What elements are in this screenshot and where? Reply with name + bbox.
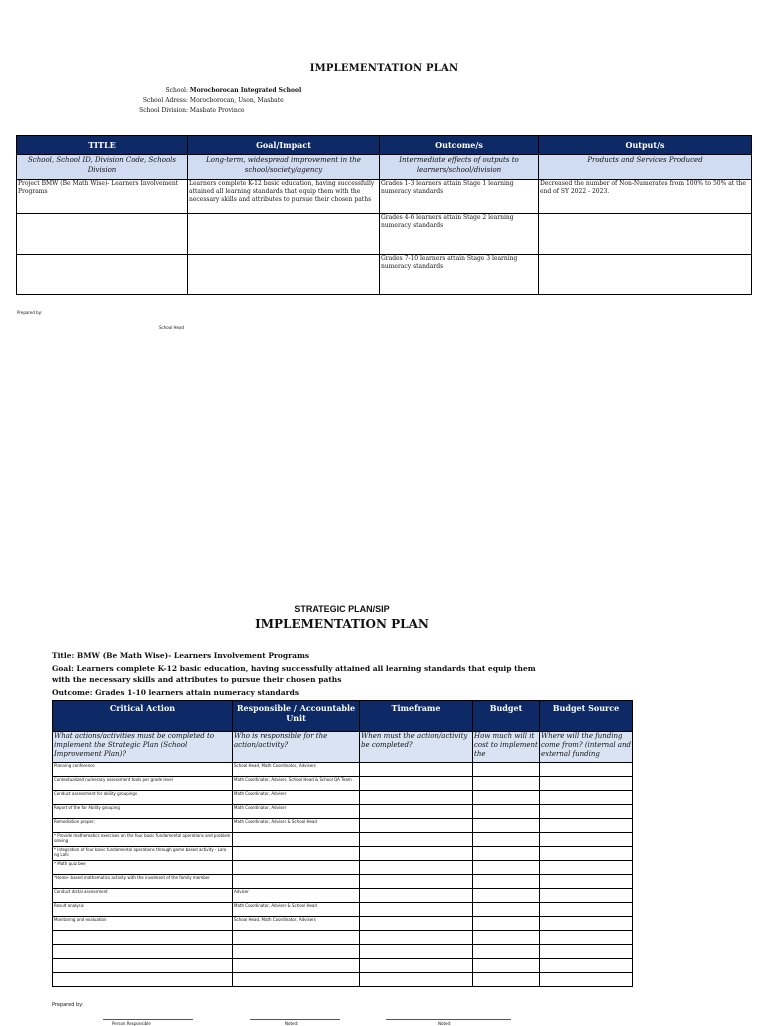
table-row	[53, 805, 633, 819]
table-row	[53, 875, 633, 889]
header-responsible: Responsible / Accountable Unit	[233, 701, 360, 732]
plan-title-line: Title: BMW (Be Math Wise)- Learners Involvement Programs	[52, 651, 310, 660]
table-cell: School Head, Math Coordinator, Advisers	[233, 917, 360, 931]
subheader-budget: How much will it cost to implement the	[473, 732, 540, 763]
table-cell	[53, 931, 233, 945]
table-row	[17, 255, 752, 295]
table-cell	[473, 917, 540, 931]
table-cell	[540, 945, 633, 959]
table-cell	[233, 847, 360, 861]
table-cell	[360, 945, 473, 959]
table-cell	[360, 777, 473, 791]
table-row	[53, 847, 633, 861]
school-info	[95, 86, 301, 116]
table-row	[17, 214, 752, 255]
table-cell	[473, 819, 540, 833]
subheader-responsible: Who is responsible for the action/activity?	[233, 732, 360, 763]
page1-title: IMPLEMENTATION PLAN	[309, 63, 459, 74]
table-cell	[188, 255, 380, 295]
table-row	[53, 763, 633, 777]
table-cell: * Math quiz bee	[53, 861, 233, 875]
table-cell	[540, 847, 633, 861]
header-goal: Goal/Impact	[188, 136, 380, 155]
header-budget-source: Budget Source	[540, 701, 633, 732]
table-cell: Math Coordinator, Adviser & School Head	[233, 819, 360, 833]
table-cell	[473, 931, 540, 945]
table-cell	[233, 931, 360, 945]
table-cell	[540, 889, 633, 903]
header-output: Output/s	[539, 136, 752, 155]
table-row	[53, 959, 633, 973]
signature-label: Noted:	[438, 1021, 452, 1026]
table-row	[53, 973, 633, 987]
plan-outcome-line: Outcome: Grades 1-10 learners attain numeracy standards	[52, 688, 300, 697]
table-cell	[473, 777, 540, 791]
table-cell	[360, 931, 473, 945]
table-cell	[473, 833, 540, 847]
table-cell	[360, 763, 473, 777]
signature-label: Person Responsible	[112, 1021, 151, 1026]
table-cell	[473, 791, 540, 805]
table-cell: Math Coordinator, Adviser	[233, 791, 360, 805]
school-label: School:	[165, 87, 188, 94]
table-cell	[539, 255, 752, 295]
header-timeframe: Timeframe	[360, 701, 473, 732]
table-cell	[539, 214, 752, 255]
table-cell: Contextualized numeracy assessment tools per grade level	[53, 777, 233, 791]
header-outcome: Outcome/s	[380, 136, 539, 155]
table-cell: Planning conference	[53, 763, 233, 777]
table-row	[53, 903, 633, 917]
table-cell	[233, 945, 360, 959]
action-plan-table	[52, 700, 633, 987]
table-cell: Conduct distal assessment	[53, 889, 233, 903]
table-cell	[360, 917, 473, 931]
table-cell	[473, 903, 540, 917]
implementation-plan-table	[16, 135, 752, 295]
table-cell: Decreased the number of Non-Numerates from 100% to 50% at the end of SY 2022 - 2023.	[539, 180, 752, 214]
table-row	[17, 180, 752, 214]
table-cell: Monitoring and evaluation	[53, 917, 233, 931]
table-cell	[540, 931, 633, 945]
table-cell: * Provide mathematics exercises on the four basic fundamental operations and problem solving	[53, 833, 233, 847]
table-cell	[540, 777, 633, 791]
table-row	[53, 777, 633, 791]
page2-supertitle: STRATEGIC PLAN/SIP	[294, 604, 390, 614]
table-cell	[360, 861, 473, 875]
table-cell	[53, 973, 233, 987]
table-cell	[540, 791, 633, 805]
header-budget: Budget	[473, 701, 540, 732]
table-cell	[233, 833, 360, 847]
table-cell	[233, 875, 360, 889]
table-row	[53, 819, 633, 833]
table-cell	[360, 805, 473, 819]
table-cell	[360, 847, 473, 861]
table-cell: Report of the for Ability grouping	[53, 805, 233, 819]
table-cell: Math Coordinator, Adviser & School Head	[233, 903, 360, 917]
subheader-critical-action: What actions/activities must be completed to implement the Strategic Plan (School Improvement Plan)?	[53, 732, 233, 763]
table-row	[53, 931, 633, 945]
table-cell	[540, 819, 633, 833]
plan-goal-line: Goal: Learners complete K-12 basic education, having successfully attained all learning standards that equip them with the necessary skills and attributes to pursue their chosen paths	[52, 664, 536, 684]
table-cell	[233, 861, 360, 875]
division-value: Masbate Province	[189, 107, 245, 114]
table-cell: Math Coordinator, Adviser, School Head & School QA Team	[233, 777, 360, 791]
table-row	[53, 945, 633, 959]
table-cell	[540, 861, 633, 875]
page2-title: IMPLEMENTATION PLAN	[255, 617, 429, 631]
table-cell: School Head, Math Coordinator, Advisers	[233, 763, 360, 777]
table-cell: Remediation proper;	[53, 819, 233, 833]
table-cell	[17, 255, 188, 295]
signature-label: Noted:	[285, 1021, 299, 1026]
table-cell: Conduct assessment for ability groupings	[53, 791, 233, 805]
table-cell	[473, 847, 540, 861]
table-row	[53, 889, 633, 903]
table-cell	[473, 763, 540, 777]
subheader-title: School, School ID, Division Code, Schools Division	[17, 155, 188, 180]
address-value: Morocborocan, Uson, Masbate	[189, 97, 284, 104]
table-cell: Result analysis	[53, 903, 233, 917]
subheader-outcome: Intermediate effects of outputs to learners/school/division	[380, 155, 539, 180]
table-cell	[473, 805, 540, 819]
table-cell	[540, 903, 633, 917]
table-cell	[540, 875, 633, 889]
table-cell	[360, 819, 473, 833]
table-row	[53, 791, 633, 805]
table-cell	[540, 805, 633, 819]
table-cell	[360, 875, 473, 889]
school-head-label: School Head	[159, 325, 185, 330]
subheader-timeframe: When must the action/activity be completed?	[360, 732, 473, 763]
table-cell	[17, 214, 188, 255]
subheader-output: Products and Services Produced	[539, 155, 752, 180]
table-cell	[473, 959, 540, 973]
table-cell: Adviser	[233, 889, 360, 903]
page2-prepared-by-label: Prepared by:	[52, 1002, 84, 1008]
table-cell	[540, 973, 633, 987]
table-cell: Math Coordinator, Adviser	[233, 805, 360, 819]
header-critical-action: Critical Action	[53, 701, 233, 732]
plan-summary	[52, 650, 552, 698]
address-label: School Adress:	[142, 97, 188, 104]
table-cell: Grades 4-6 learners attain Stage 2 learning numeracy standards	[380, 214, 539, 255]
table-cell: *Home- based mathematics activity with the involment of the family member	[53, 875, 233, 889]
table-cell	[53, 945, 233, 959]
table-cell: Project BMW (Be Math Wise)- Learners Involvement Programs	[17, 180, 188, 214]
table-cell: * Integration of four basic fundamental operations through game based activity - Laro ng Lahi	[53, 847, 233, 861]
table-cell: Learners complete K-12 basic education, having successfully attained all learning standards that equip them with the necessary skills and attributes to pursue their chosen paths	[188, 180, 380, 214]
table-cell	[360, 889, 473, 903]
table-cell	[360, 959, 473, 973]
table-cell: Grades 1-3 learners attain Stage 1 learning numeracy standards	[380, 180, 539, 214]
signature-line	[386, 1019, 511, 1020]
table-cell	[473, 889, 540, 903]
table-cell	[188, 214, 380, 255]
table-cell	[473, 875, 540, 889]
table-cell	[473, 861, 540, 875]
table-cell	[540, 917, 633, 931]
table-row	[53, 833, 633, 847]
table-cell: Grades 7-10 learners attain Stage 3 learning numeracy standards	[380, 255, 539, 295]
table-cell	[360, 903, 473, 917]
table-cell	[473, 973, 540, 987]
subheader-budget-source: Where will the funding come from? (internal and external funding	[540, 732, 633, 763]
table-cell	[540, 959, 633, 973]
subheader-goal: Long-term, widespread improvement in the school/society/agency	[188, 155, 380, 180]
signature-line	[103, 1019, 193, 1020]
school-value: Morocborocan Integrated School	[189, 87, 302, 94]
table-cell	[360, 973, 473, 987]
table-row	[53, 861, 633, 875]
division-label: School Division:	[139, 107, 188, 114]
table-row	[53, 917, 633, 931]
table-cell	[360, 791, 473, 805]
signature-line	[250, 1019, 340, 1020]
table-cell	[540, 833, 633, 847]
table-cell	[473, 945, 540, 959]
table-cell	[233, 959, 360, 973]
table-cell	[53, 959, 233, 973]
table-cell	[360, 833, 473, 847]
header-title: TITLE	[17, 136, 188, 155]
table-cell	[233, 973, 360, 987]
prepared-by-label: Prepared by:	[17, 310, 43, 315]
table-cell	[540, 763, 633, 777]
